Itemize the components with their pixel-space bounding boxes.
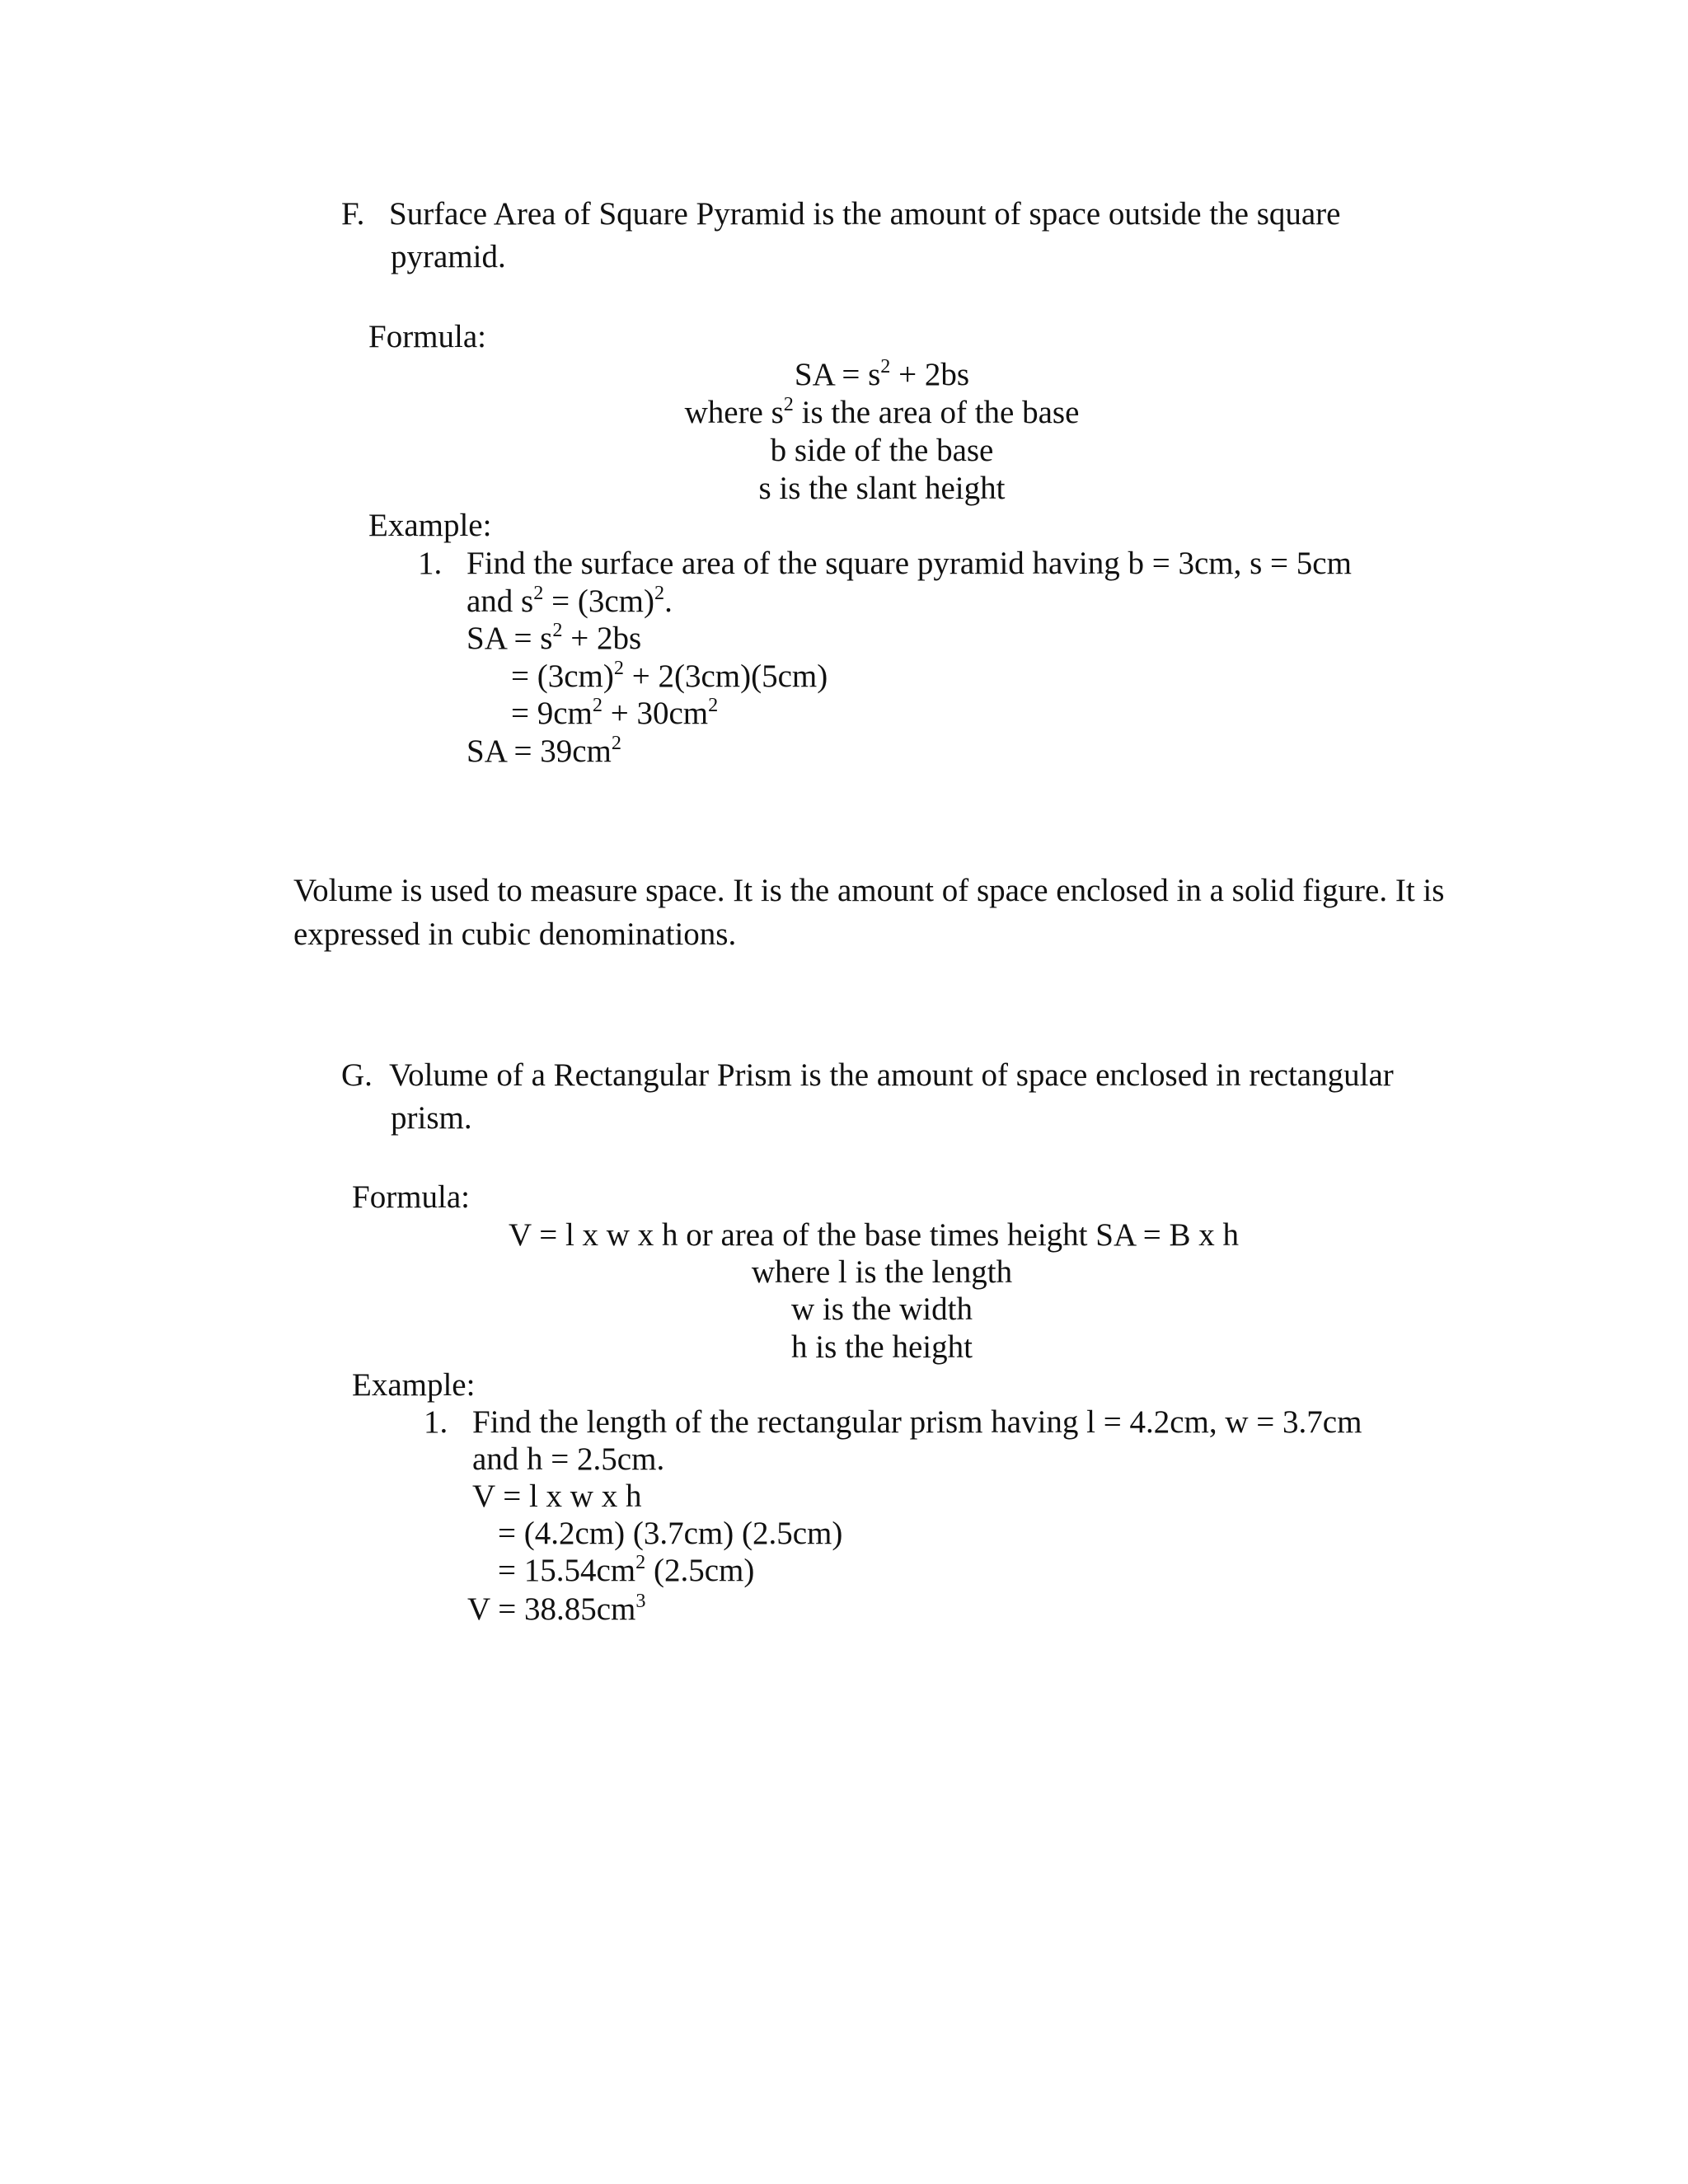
section-f-where-line: where $s^2$ is the area of the base [684, 393, 1080, 430]
section-g-def-w: w is the width [791, 1291, 973, 1327]
section-g-formula: V = l x w x h or area of the base times height SA = B x h [509, 1217, 1239, 1253]
section-f-heading-line1: Surface Area of Square Pyramid is the amount of space outside the square [389, 196, 1341, 232]
section-f-letter: F. [341, 196, 365, 232]
section-g-result: $V = 38.85cm^3$ [467, 1590, 646, 1627]
section-g-step3: = $15.54cm^2$ (2.5cm) [498, 1551, 755, 1588]
section-f-heading [341, 195, 1340, 233]
section-g-problem-number: 1. [424, 1404, 448, 1440]
section-f-step2: = $(3cm)^2 + 2(3cm)(5cm)$ [511, 657, 828, 694]
section-g-heading-line2: prism. [391, 1100, 472, 1136]
section-g-def-l: where l is the length [751, 1254, 1013, 1290]
section-f-problem-number: 1. [418, 546, 443, 581]
section-f-problem-line2: and $s^2 = (3cm)^2$. [467, 582, 673, 619]
section-f-def-b: b side of the base [770, 433, 994, 468]
section-g-formula-label: Formula: [352, 1179, 470, 1215]
section-f-result: SA = $39cm^2$ [467, 732, 621, 769]
section-f-formula: SA = $s^2 + 2bs$ [794, 355, 970, 392]
section-g-def-h: h is the height [791, 1329, 973, 1365]
section-g-problem-line1: Find the length of the rectangular prism having l = 4.2cm, w = 3.7cm [472, 1404, 1362, 1440]
section-g-heading [341, 1057, 1394, 1094]
section-g-step2: = (4.2cm) (3.7cm) (2.5cm) [498, 1516, 843, 1551]
section-f-problem-line1: Find the surface area of the square pyramid having b = 3cm, s = 5cm [467, 546, 1352, 581]
section-f-step1: SA = $s^2 + 2bs$ [467, 619, 642, 656]
section-f-def-s: s is the slant height [758, 471, 1006, 506]
volume-intro-line2: expressed in cubic denominations. [293, 916, 737, 952]
section-f-formula-label: Formula: [368, 319, 486, 354]
section-g-letter: G. [341, 1057, 373, 1093]
section-g-problem-line2: and h = 2.5cm. [472, 1441, 665, 1477]
section-f-heading-line2: pyramid. [391, 239, 506, 274]
section-f-step3: = $9cm^2 + 30cm^2$ [511, 694, 719, 731]
section-f-example-label: Example: [368, 508, 492, 543]
volume-intro-line1: Volume is used to measure space. It is the amount of space enclosed in a solid figure. It is [293, 873, 1445, 908]
section-g-heading-line1: Volume of a Rectangular Prism is the amount of space enclosed in rectangular [389, 1057, 1394, 1093]
section-g-example-label: Example: [352, 1367, 476, 1403]
section-g-step1: V = l x w x h [472, 1479, 642, 1514]
